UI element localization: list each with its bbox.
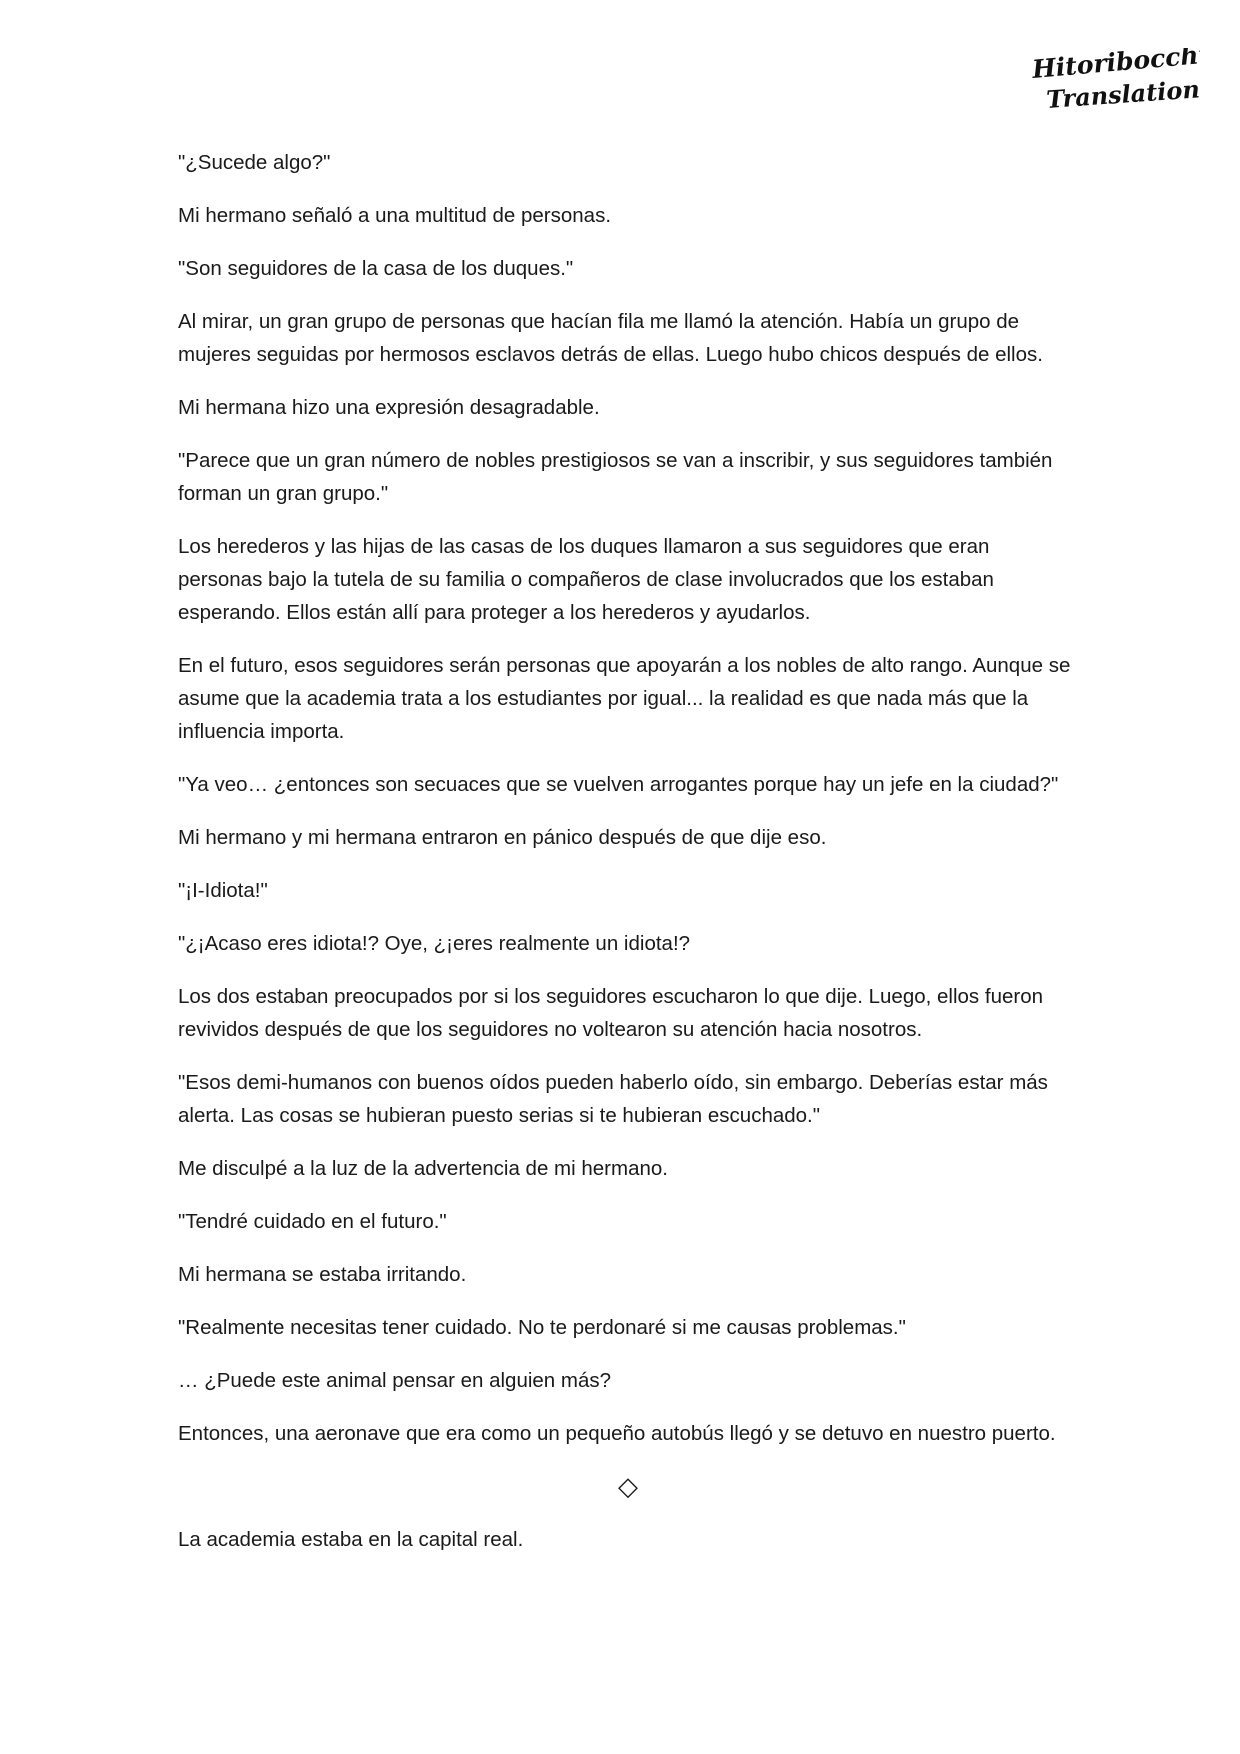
paragraph: … ¿Puede este animal pensar en alguien más? [178,1369,612,1392]
logo-line-2: Translation [1045,74,1200,114]
paragraph: Los herederos y las hijas de las casas de los duques llamaron a sus seguidores que eran personas bajo la tutela de su familia o compañeros de clase involucrados que los estaban esperando. Ellos están allí para proteger a los herederos y ayudarlos. [178,535,994,624]
paragraph: La academia estaba en la capital real. [178,1528,524,1551]
paragraph: Al mirar, un gran grupo de personas que hacían fila me llamó la atención. Había un grupo de mujeres seguidas por hermosos esclavos detrás de ellas. Luego hubo chicos después de ellos. [178,310,1043,366]
paragraph: Mi hermano y mi hermana entraron en pánico después de que dije eso. [178,826,827,849]
paragraph: Mi hermano señaló a una multitud de personas. [178,204,612,227]
paragraph: "¿¡Acaso eres idiota!? Oye, ¿¡eres realmente un idiota!? [178,932,691,955]
paragraph: "Ya veo… ¿entonces son secuaces que se vuelven arrogantes porque hay un jefe en la ciudad?" [178,773,1059,796]
translator-logo [1025,48,1200,118]
paragraph: "Esos demi-humanos con buenos oídos pueden haberlo oído, sin embargo. Deberías estar más alerta. Las cosas se hubieran puesto serias si te hubieran escuchado." [178,1071,1048,1127]
paragraph: "Realmente necesitas tener cuidado. No te perdonaré si me causas problemas." [178,1316,906,1339]
paragraph: "¿Sucede algo?" [178,151,331,174]
logo-artwork [1025,48,1200,118]
paragraph: En el futuro, esos seguidores serán personas que apoyarán a los nobles de alto rango. Aunque se asume que la academia trata a los estudiantes por igual... la realidad es que nada más que la influencia importa. [178,654,1071,743]
paragraph: "Son seguidores de la casa de los duques." [178,257,574,280]
paragraph: Mi hermana se estaba irritando. [178,1263,467,1286]
paragraph: "¡I-Idiota!" [178,879,268,902]
paragraph: Me disculpé a la luz de la advertencia de mi hermano. [178,1157,668,1180]
paragraph: Mi hermana hizo una expresión desagradable. [178,396,600,419]
scene-break-diamond: ◇ [618,1471,638,1501]
paragraph: Los dos estaban preocupados por si los seguidores escucharon lo que dije. Luego, ellos fueron revividos después de que los seguidores no voltearon su atención hacia nosotros. [178,985,1043,1041]
paragraph: "Tendré cuidado en el futuro." [178,1210,447,1233]
paragraph: "Parece que un gran número de nobles prestigiosos se van a inscribir, y sus seguidores también forman un gran grupo." [178,449,1053,505]
logo-line-1: Hitoribocchi [1030,48,1200,84]
document-body [178,146,1078,1576]
paragraph: Entonces, una aeronave que era como un pequeño autobús llegó y se detuvo en nuestro puerto. [178,1422,1056,1445]
